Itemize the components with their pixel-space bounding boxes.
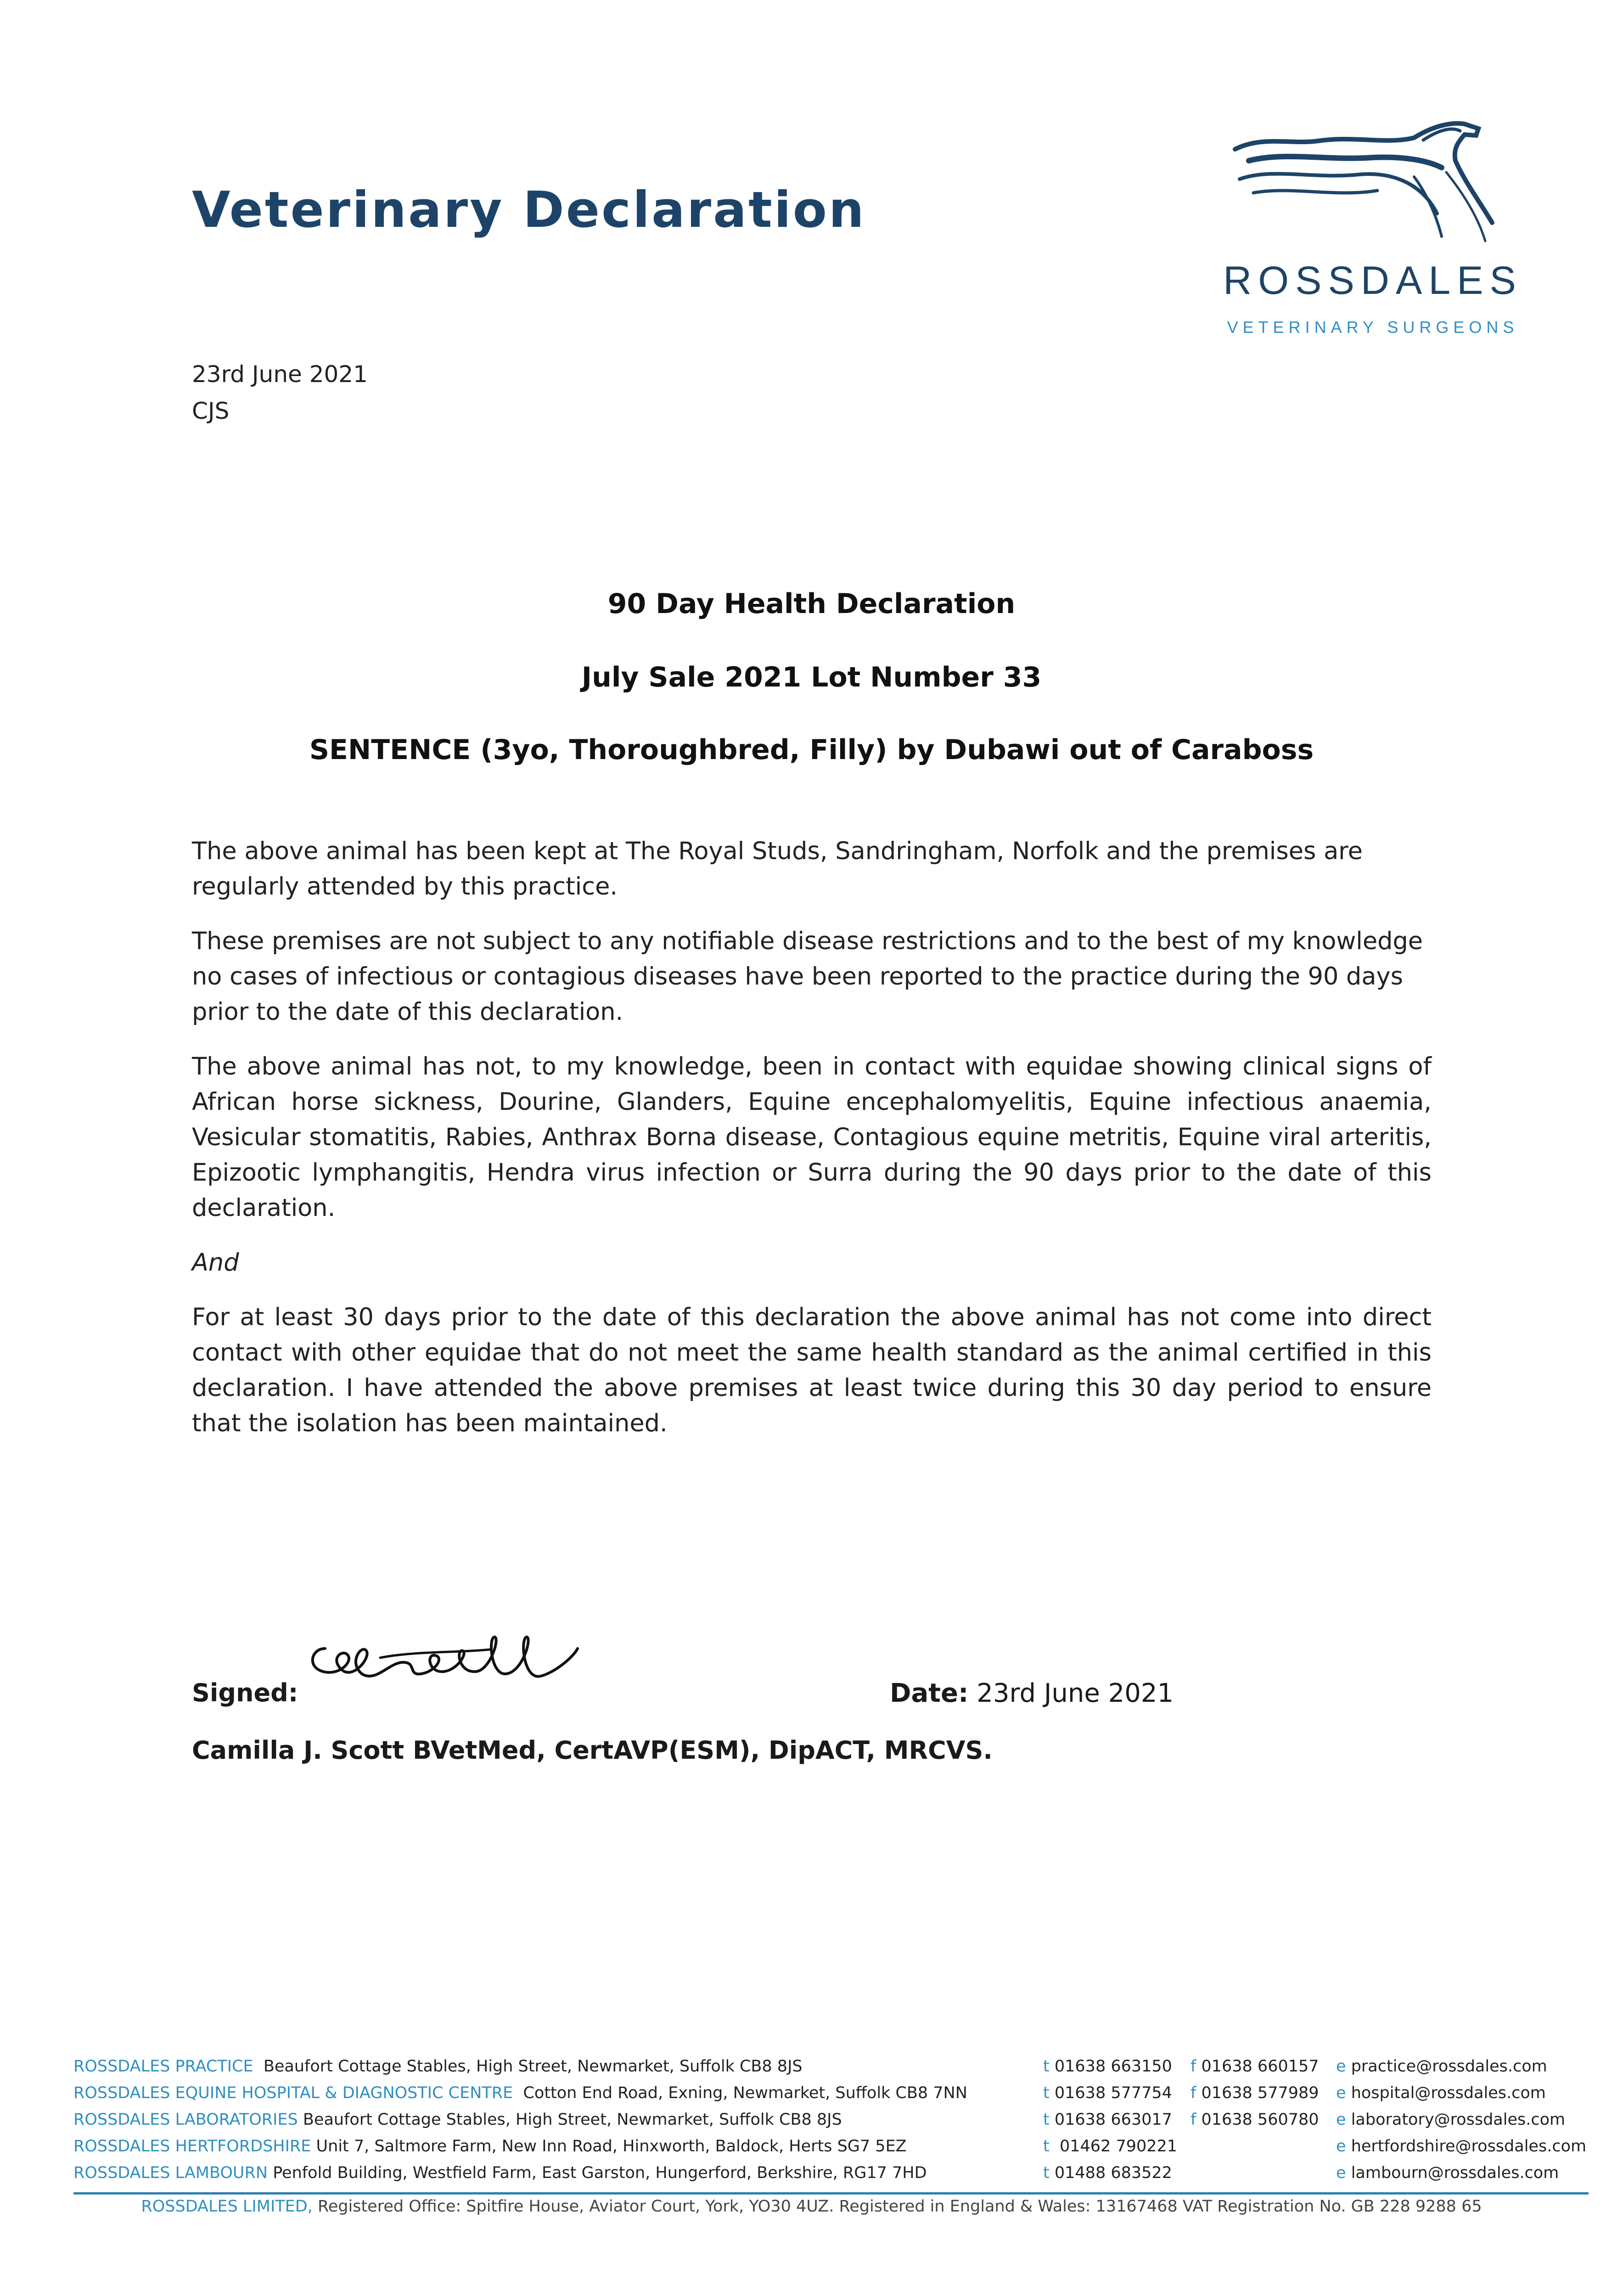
office-email: practice@rossdales.com	[1351, 2057, 1547, 2076]
legal-text: Registered Office: Spitfire House, Aviator Court, York, YO30 4UZ. Registered in England & Wales: 13167468 VAT Registration No. GB 228 9288 65	[317, 2197, 1482, 2216]
email-label: e	[1336, 2084, 1346, 2102]
paragraph-and: And	[192, 1249, 239, 1277]
office-email: hertfordshire@rossdales.com	[1351, 2137, 1587, 2155]
email-label: e	[1336, 2164, 1346, 2182]
office-name: ROSSDALES PRACTICE	[73, 2057, 253, 2076]
logo-wordmark: ROSSDALES	[1223, 259, 1522, 303]
email-label: e	[1336, 2110, 1346, 2129]
logo-tagline: VETERINARY SURGEONS	[1227, 318, 1519, 337]
document-title: Veterinary Declaration	[192, 181, 866, 239]
office-address: Beaufort Cottage Stables, High Street, Newmarket, Suffolk CB8 8JS	[303, 2110, 842, 2129]
signature-row	[192, 1632, 1432, 1706]
fax-label: f	[1191, 2084, 1196, 2102]
office-name: ROSSDALES LAMBOURN	[73, 2164, 268, 2182]
office-phone: 01462 790221	[1060, 2137, 1178, 2155]
date-value: 23rd June 2021	[977, 1678, 1174, 1708]
paragraph-contact: The above animal has not, to my knowledge, been in contact with equidae showing clinical signs of African horse sickness, Dourine, Glanders, Equine encephalomyelitis, Equine infectious anaemia, Vesicular stomatitis, Rabies, Anthrax Borna disease, Contagious equine metritis, Equine viral arteritis, Epizootic lymphangitis, Hendra virus infection or Surra during the 90 days prior to the date of this declaration.	[192, 1052, 1432, 1222]
declaration-body	[192, 833, 1432, 1460]
footer-offices	[73, 2057, 1587, 2190]
phone-label: t	[1043, 2164, 1050, 2182]
document-date: 23rd June 2021	[192, 361, 368, 388]
office-fax: 01638 660157	[1201, 2057, 1319, 2076]
office-row	[73, 2110, 1570, 2137]
email-label: e	[1336, 2137, 1346, 2155]
office-name: ROSSDALES HERTFORDSHIRE	[73, 2137, 311, 2155]
fax-label: f	[1191, 2057, 1196, 2076]
office-address: Penfold Building, Westfield Farm, East Garston, Hungerford, Berkshire, RG17 7HD	[273, 2164, 927, 2182]
office-phone: 01638 577754	[1054, 2084, 1172, 2102]
document-meta	[192, 356, 368, 429]
office-row	[73, 2057, 1570, 2084]
sale-lot-heading: July Sale 2021 Lot Number 33	[581, 661, 1042, 693]
paragraph-isolation: For at least 30 days prior to the date of this declaration the above animal has not come into direct contact with other equidae that do not meet the same health standard as the animal certified in this declaration. I have attended the above premises at least twice during this 30 day period to ensure that the isolation has been maintained.	[192, 1303, 1432, 1437]
paragraph-restrictions: These premises are not subject to any notifiable disease restrictions and to the best of my knowledge no cases of infectious or contagious diseases have been reported to the practice during the 90 days prior to the date of this declaration.	[192, 927, 1423, 1026]
office-row	[73, 2137, 1587, 2164]
footer-divider	[73, 2192, 1589, 2195]
phone-label: t	[1043, 2110, 1050, 2129]
phone-label: t	[1043, 2084, 1050, 2102]
office-address: Cotton End Road, Exning, Newmarket, Suffolk CB8 7NN	[523, 2084, 967, 2102]
office-fax: 01638 560780	[1201, 2110, 1319, 2129]
office-phone: 01638 663150	[1054, 2057, 1172, 2076]
phone-label: t	[1043, 2137, 1050, 2155]
vet-name: Camilla J. Scott BVetMed, CertAVP(ESM), DipACT, MRCVS.	[192, 1736, 993, 1765]
email-label: e	[1336, 2057, 1346, 2076]
legal-line	[0, 2197, 1623, 2216]
document-reference: CJS	[192, 398, 230, 424]
horse-heading: SENTENCE (3yo, Thoroughbred, Filly) by Dubawi out of Caraboss	[309, 734, 1314, 766]
office-fax: 01638 577989	[1201, 2084, 1319, 2102]
handwritten-signature	[298, 1630, 591, 1699]
legal-company: ROSSDALES LIMITED,	[141, 2197, 313, 2216]
office-name: ROSSDALES EQUINE HOSPITAL & DIAGNOSTIC CENTRE	[73, 2084, 513, 2102]
office-email: hospital@rossdales.com	[1351, 2084, 1546, 2102]
phone-label: t	[1043, 2057, 1050, 2076]
office-phone: 01638 663017	[1054, 2110, 1172, 2129]
date-label: Date:	[890, 1678, 969, 1708]
paragraph-premises: The above animal has been kept at The Royal Studs, Sandringham, Norfolk and the premises are regularly attended by this practice.	[192, 837, 1363, 900]
fax-label: f	[1191, 2110, 1196, 2129]
office-address: Beaufort Cottage Stables, High Street, Newmarket, Suffolk CB8 8JS	[263, 2057, 803, 2076]
signature-date	[890, 1678, 1174, 1708]
office-phone: 01488 683522	[1054, 2164, 1172, 2182]
rossdales-logo	[1221, 117, 1524, 342]
office-row	[73, 2164, 1570, 2190]
signed-label: Signed:	[192, 1678, 298, 1707]
office-email: lambourn@rossdales.com	[1351, 2164, 1559, 2182]
office-email: laboratory@rossdales.com	[1351, 2110, 1566, 2129]
office-address: Unit 7, Saltmore Farm, New Inn Road, Hinxworth, Baldock, Herts SG7 5EZ	[316, 2137, 907, 2155]
galloping-horse-icon	[1235, 124, 1492, 241]
office-row	[73, 2084, 1570, 2110]
office-name: ROSSDALES LABORATORIES	[73, 2110, 298, 2129]
declaration-heading: 90 Day Health Declaration	[607, 588, 1016, 620]
